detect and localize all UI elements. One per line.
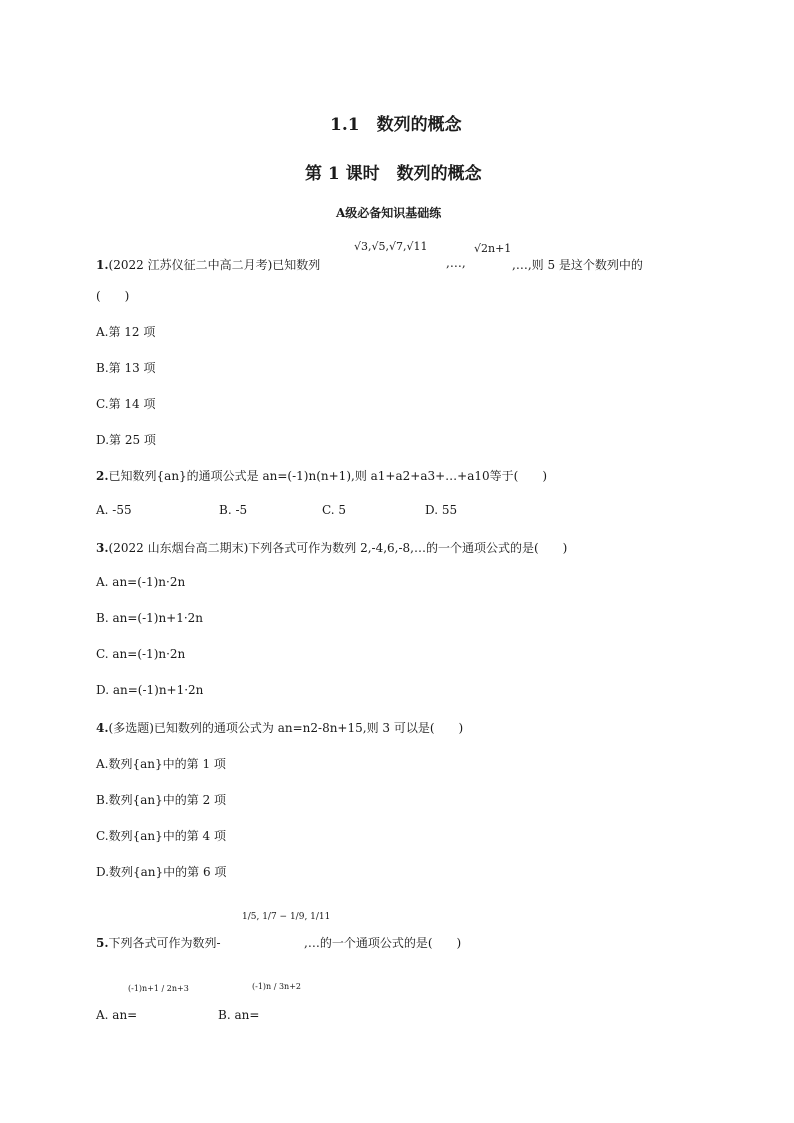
question-3-stem (96, 539, 567, 556)
question-5-option-b-fraction: (-1)n / 3n+2 (252, 982, 302, 991)
question-2-option-a: A. -55 (96, 503, 132, 517)
question-1-option-d: D.第 25 项 (96, 433, 156, 447)
question-3-text: (2022 山东烟台高二期末)下列各式可作为数列 2,-4,6,-8,…的一个通项公式的是( ) (108, 541, 568, 555)
question-4-text: (多选题)已知数列的通项公式为 an=n2-8n+15,则 3 可以是( ) (108, 721, 464, 735)
question-1-number: 1. (96, 258, 109, 272)
question-2-stem (96, 467, 547, 484)
question-5-stem (96, 934, 221, 951)
question-1-sequence-terms: √3,√5,√7,√11 (354, 240, 428, 253)
question-1-option-b: B.第 13 项 (96, 361, 156, 375)
question-5-option-b-label: B. an= (218, 1008, 260, 1022)
question-5-sequence-fractions: 1/5, 1/7 − 1/9, 1/11 (242, 912, 331, 922)
question-5-option-a-label: A. an= (96, 1008, 138, 1022)
question-3-option-a: A. an=(-1)n·2n (96, 575, 186, 589)
question-1-option-c: C.第 14 项 (96, 397, 156, 411)
question-3-option-b: B. an=(-1)n+1·2n (96, 611, 204, 625)
question-4-option-a: A.数列{an}中的第 1 项 (96, 757, 226, 771)
question-1-ellipsis: ,…, (446, 256, 466, 270)
question-4-stem (96, 719, 463, 736)
question-2-option-c: C. 5 (322, 503, 347, 517)
question-5-number: 5. (96, 936, 109, 950)
question-1-answer-paren: ( ) (96, 289, 130, 303)
question-2-option-b: B. -5 (219, 503, 248, 517)
question-5-tail: ,…的一个通项公式的是( ) (304, 936, 462, 950)
question-1-text: (2022 江苏仪征二中高二月考)已知数列 (108, 258, 321, 272)
question-1-stem (96, 256, 320, 273)
lesson-title: 第 1 课时 数列的概念 (305, 164, 482, 184)
question-1-general-term: √2n+1 (474, 242, 512, 255)
question-1-option-a: A.第 12 项 (96, 325, 156, 339)
question-2-number: 2. (96, 469, 109, 483)
question-3-option-d: D. an=(-1)n+1·2n (96, 683, 204, 697)
question-1-tail: ,…,则 5 是这个数列中的 (512, 258, 643, 272)
section-title: 1.1 数列的概念 (330, 115, 462, 135)
question-4-option-c: C.数列{an}中的第 4 项 (96, 829, 226, 843)
question-2-text: 已知数列{an}的通项公式是 an=(-1)n(n+1),则 a1+a2+a3+…+a10等于( ) (108, 469, 548, 483)
question-4-option-d: D.数列{an}中的第 6 项 (96, 865, 227, 879)
question-4-option-b: B.数列{an}中的第 2 项 (96, 793, 227, 807)
level-title: A级必备知识基础练 (336, 206, 442, 220)
question-3-number: 3. (96, 541, 109, 555)
question-4-number: 4. (96, 721, 109, 735)
question-5-option-a-fraction: (-1)n+1 / 2n+3 (128, 984, 189, 993)
question-3-option-c: C. an=(-1)n·2n (96, 647, 186, 661)
question-5-text: 下列各式可作为数列- (108, 936, 221, 950)
question-2-option-d: D. 55 (425, 503, 458, 517)
